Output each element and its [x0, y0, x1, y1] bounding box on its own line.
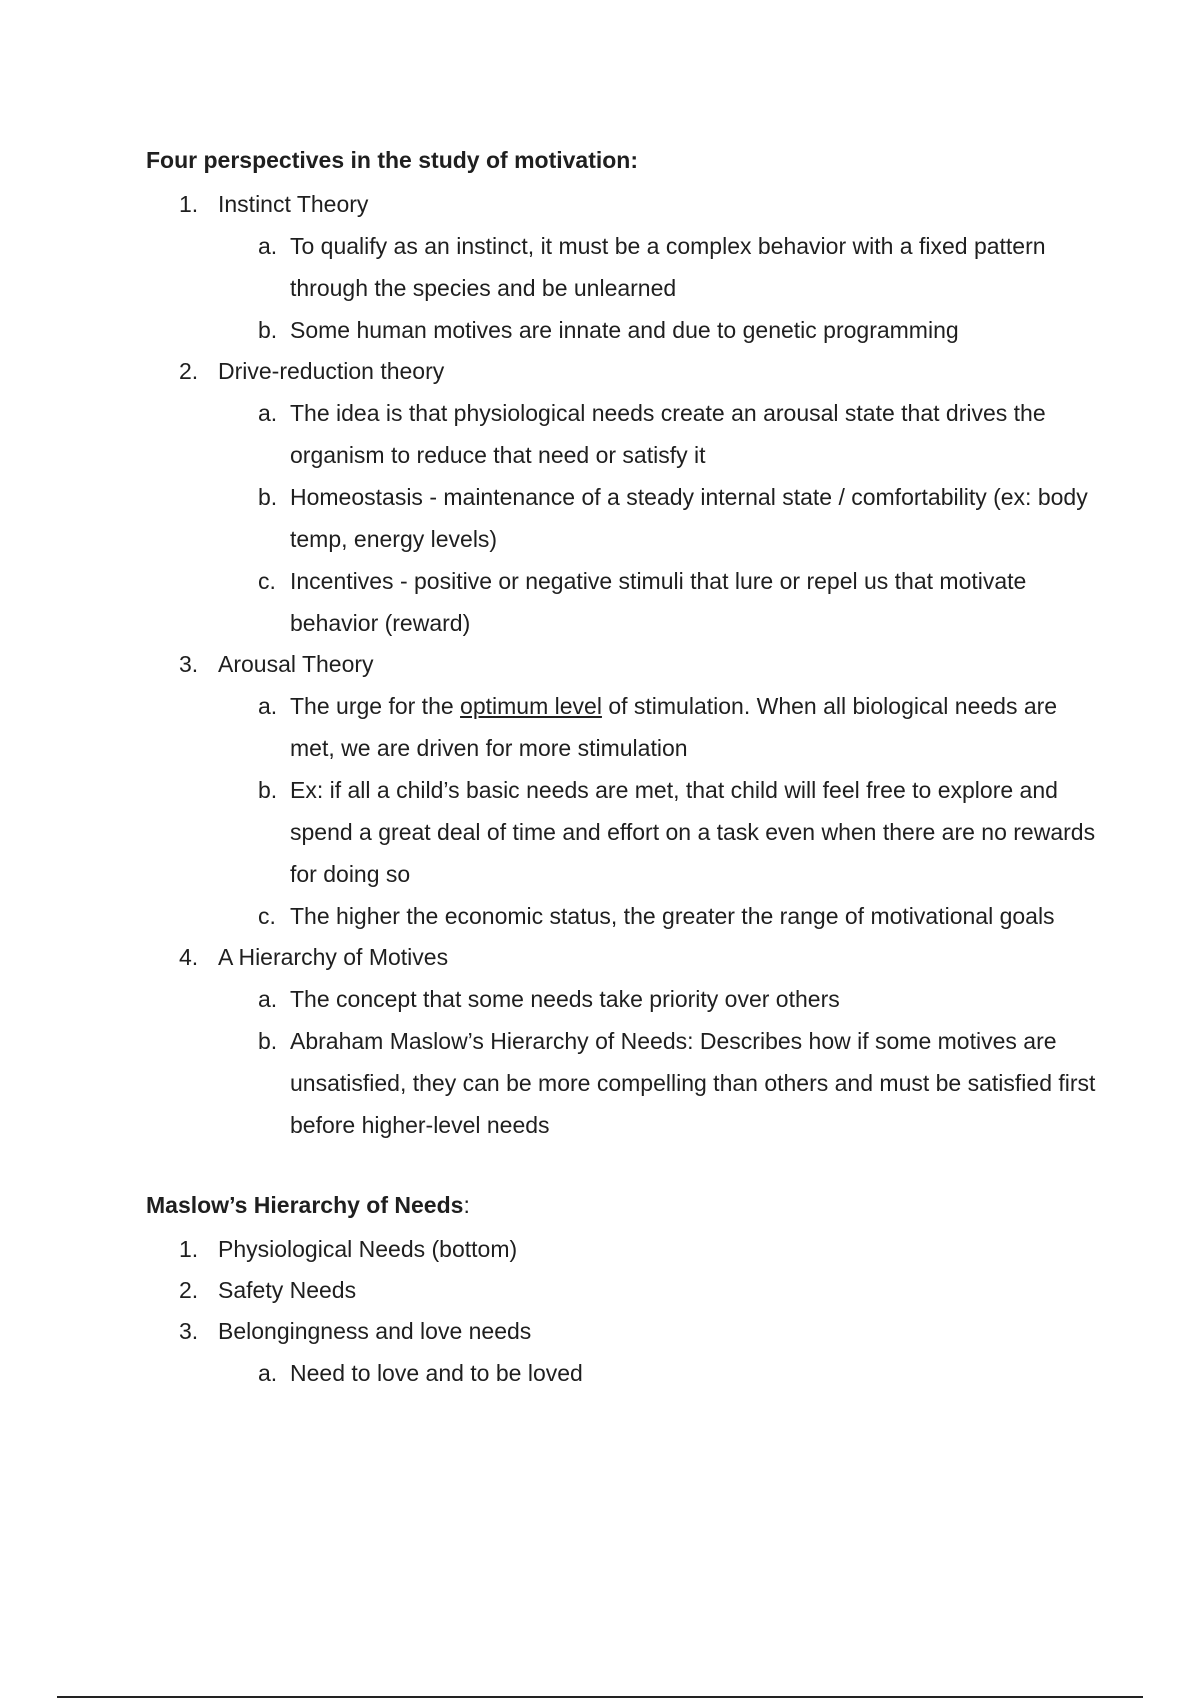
sub-item-text: To qualify as an instinct, it must be a complex behavior with a fixed pattern through the species and be unlearned	[290, 233, 1046, 301]
sub-item	[218, 685, 1106, 769]
item-text: Safety Needs	[218, 1277, 357, 1303]
sub-item-text: Abraham Maslow’s Hierarchy of Needs: Describes how if some motives are unsatisfied, they can be more compelling than others and must be satisfied first before higher-level needs	[290, 1028, 1096, 1138]
sub-item	[218, 392, 1106, 476]
list-item-drive-reduction	[146, 351, 1106, 644]
list-item-instinct-theory	[146, 184, 1106, 351]
sub-list	[218, 1352, 1106, 1394]
underlined-term: optimum level	[460, 693, 602, 719]
item-number: 4.	[179, 944, 199, 970]
sub-item	[218, 769, 1106, 895]
section-heading-maslow	[146, 1188, 1106, 1229]
sub-item-text: Ex: if all a child’s basic needs are met, that child will feel free to explore and spend a great deal of time and effort on a task even when there are no rewards for doing so	[290, 777, 1096, 887]
maslow-needs-list	[146, 1229, 1106, 1394]
item-number: 2.	[179, 1277, 199, 1303]
sub-item-letter: c.	[258, 903, 276, 929]
sub-list	[218, 685, 1106, 937]
document-page	[146, 143, 1106, 1394]
sub-item-text: Some human motives are innate and due to genetic programming	[290, 317, 959, 343]
list-item-belongingness	[146, 1311, 1106, 1394]
sub-item-text: The idea is that physiological needs create an arousal state that drives the organism to reduce that need or satisfy it	[290, 400, 1046, 468]
list-item-safety	[146, 1270, 1106, 1311]
sub-item	[218, 978, 1106, 1020]
section-heading-text: Four perspectives in the study of motivation:	[146, 147, 639, 173]
sub-item-text: Need to love and to be loved	[290, 1360, 583, 1386]
sub-item-letter: a.	[258, 693, 278, 719]
sub-item	[218, 1352, 1106, 1394]
sub-item	[218, 476, 1106, 560]
sub-item	[218, 560, 1106, 644]
item-text: Physiological Needs (bottom)	[218, 1236, 518, 1262]
sub-item	[218, 225, 1106, 309]
perspectives-list	[146, 184, 1106, 1146]
sub-item-letter: b.	[258, 1028, 278, 1054]
sub-item-text: The higher the economic status, the greater the range of motivational goals	[290, 903, 1055, 929]
sub-item-text	[290, 693, 1057, 761]
sub-item-letter: a.	[258, 400, 278, 426]
sub-item-letter: b.	[258, 317, 278, 343]
list-item-arousal-theory	[146, 644, 1106, 937]
sub-item-text: Homeostasis - maintenance of a steady internal state / comfortability (ex: body temp, energy levels)	[290, 484, 1088, 552]
sub-item-letter: b.	[258, 777, 278, 803]
sub-item-letter: a.	[258, 1360, 278, 1386]
bottom-rule	[57, 1696, 1143, 1698]
item-text: Instinct Theory	[218, 191, 369, 217]
sub-item	[218, 895, 1106, 937]
item-number: 1.	[179, 191, 199, 217]
sub-list	[218, 392, 1106, 644]
sub-list	[218, 225, 1106, 351]
section-spacer	[146, 1146, 1106, 1188]
item-text: A Hierarchy of Motives	[218, 944, 449, 970]
item-number: 1.	[179, 1236, 199, 1262]
section-heading-suffix: :	[463, 1192, 470, 1218]
item-text: Arousal Theory	[218, 651, 374, 677]
sub-item-text-pre: The urge for the	[290, 693, 461, 719]
sub-item-text-post: of stimulation. When all biological needs are met, we are driven for more stimulation	[290, 693, 1058, 761]
sub-item-letter: c.	[258, 568, 276, 594]
sub-item-letter: a.	[258, 986, 278, 1012]
item-number: 3.	[179, 1318, 199, 1344]
item-number: 3.	[179, 651, 199, 677]
item-text: Drive-reduction theory	[218, 358, 445, 384]
item-number: 2.	[179, 358, 199, 384]
section-heading-perspectives	[146, 143, 1106, 184]
item-text: Belongingness and love needs	[218, 1318, 532, 1344]
sub-item-letter: b.	[258, 484, 278, 510]
list-item-physiological	[146, 1229, 1106, 1270]
sub-item-letter: a.	[258, 233, 278, 259]
sub-item-text: The concept that some needs take priority over others	[290, 986, 840, 1012]
sub-item	[218, 1020, 1106, 1146]
section-heading-text: Maslow’s Hierarchy of Needs	[146, 1192, 464, 1218]
sub-item	[218, 309, 1106, 351]
list-item-hierarchy-of-motives	[146, 937, 1106, 1146]
sub-list	[218, 978, 1106, 1146]
sub-item-text: Incentives - positive or negative stimuli that lure or repel us that motivate behavior (reward)	[290, 568, 1027, 636]
